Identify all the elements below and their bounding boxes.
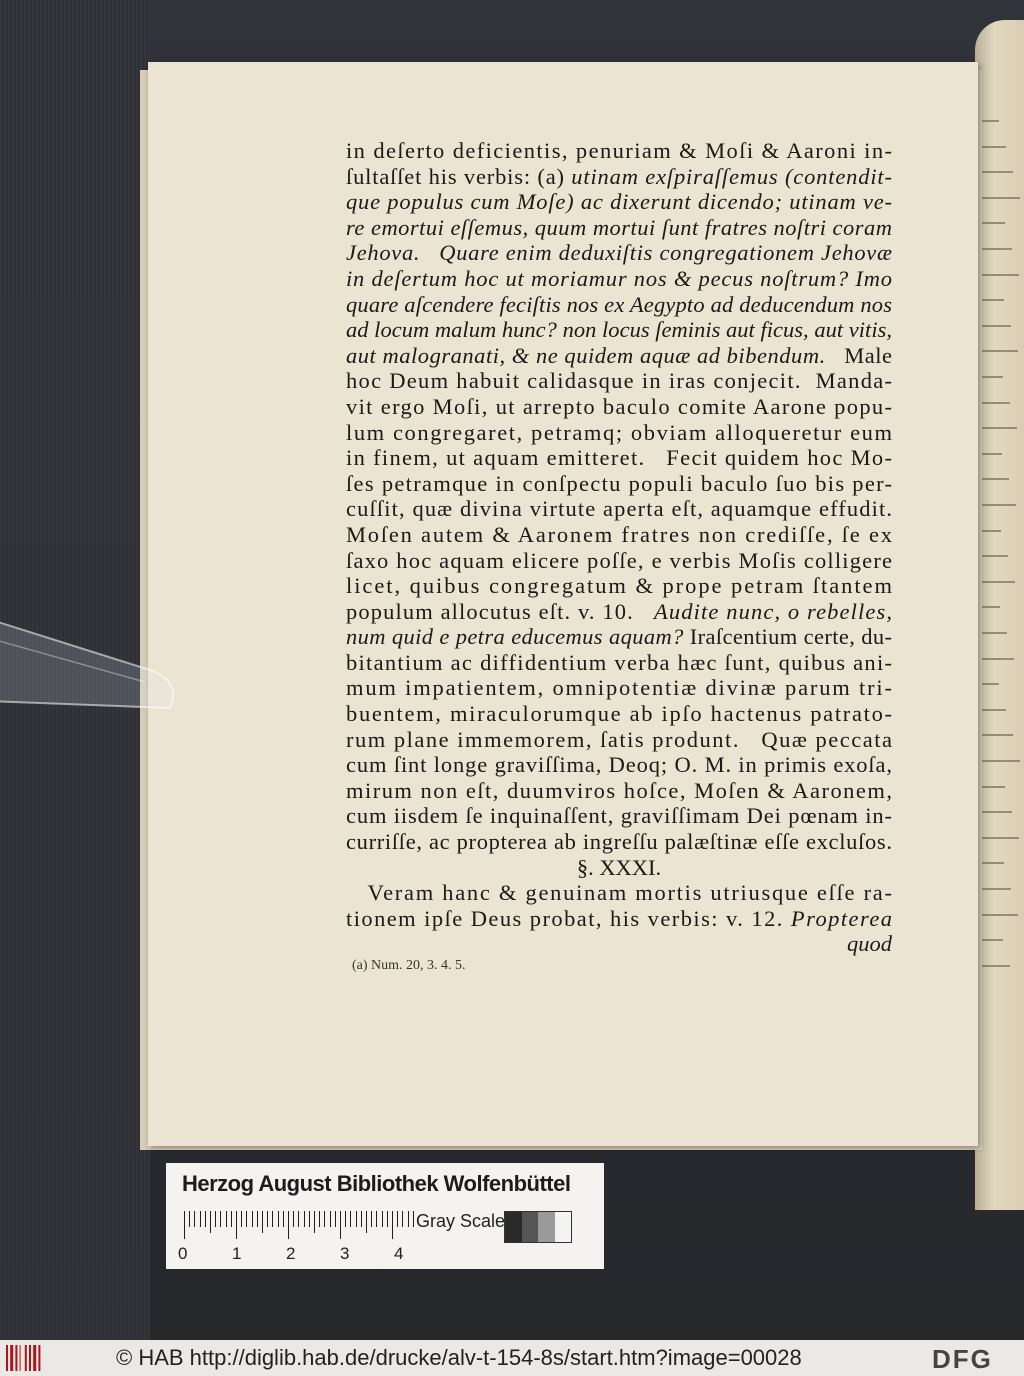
facing-page-ghost-line	[981, 734, 1013, 736]
text-segment: cuſſit, quæ divina virtute aperta eſt, aquamque effudit.	[346, 496, 894, 522]
ruler-tick	[314, 1211, 315, 1233]
text-line	[346, 548, 892, 574]
ruler-tick	[205, 1211, 206, 1227]
text-line	[346, 727, 892, 753]
text-segment: num quid e petra educemus aquam?	[346, 624, 684, 650]
barcode-bar	[25, 1345, 27, 1371]
text-line	[346, 368, 892, 394]
ruler-tick	[376, 1211, 377, 1227]
ruler-tick	[319, 1211, 320, 1227]
ruler-tick	[366, 1211, 367, 1233]
barcode-icon	[6, 1345, 48, 1371]
ruler-tick	[397, 1211, 398, 1227]
text-segment: licet, quibus congregatum & prope petram ſtantem	[346, 573, 894, 599]
text-line	[346, 675, 892, 701]
text-line	[346, 215, 892, 241]
ruler-tick	[220, 1211, 221, 1227]
ruler-tick	[298, 1211, 299, 1227]
text-line	[346, 624, 892, 650]
ruler-tick	[382, 1211, 383, 1227]
ruler-tick	[278, 1211, 279, 1227]
ruler-tick	[293, 1211, 294, 1227]
facing-page-ghost-line	[981, 581, 1015, 583]
ruler-number: 2	[286, 1244, 296, 1263]
ruler-tick	[324, 1211, 325, 1227]
text-line	[346, 752, 892, 778]
text-line	[346, 189, 892, 215]
text-segment: ſes petramque in conſpectu populi baculo ſuo bis per-	[346, 470, 894, 496]
color-calibration-card	[166, 1163, 604, 1269]
ruler-tick	[231, 1211, 232, 1227]
facing-page-ghost-line	[981, 888, 1011, 890]
text-segment: hoc Deum habuit calidasque in iras conjecit. Manda-	[346, 368, 894, 394]
text-segment: mirum non eſt, duumviros hoſce, Moſen & Aaronem,	[346, 777, 894, 803]
ruler-tick	[288, 1211, 289, 1239]
text-line	[346, 829, 892, 855]
facing-page-ghost-line	[981, 760, 1020, 762]
text-segment: Audite nunc, o rebelles,	[654, 598, 894, 624]
ruler-tick	[215, 1211, 216, 1227]
viewer-footer	[0, 1340, 1024, 1376]
ruler-number: 4	[394, 1244, 404, 1263]
facing-page-ghost-line	[981, 248, 1012, 250]
facing-page-ghost-line	[981, 683, 999, 685]
facing-page-ghost-line	[981, 222, 1005, 224]
text-line	[346, 420, 892, 446]
ruler-tick	[392, 1211, 393, 1239]
text-segment: buentem, miraculorumque ab ipſo hactenus patrato-	[346, 701, 894, 727]
ruler-tick	[402, 1211, 403, 1227]
text-line	[346, 778, 892, 804]
text-segment: ſultaſſet his verbis: (a)	[346, 163, 572, 189]
text-segment: curriſſe, ac propterea ab ingreſſu palæſtinæ eſſe excluſos.	[346, 829, 893, 855]
barcode-bar	[29, 1345, 31, 1371]
facing-page-ghost-line	[981, 325, 1011, 327]
facing-page-ghost-line	[981, 120, 999, 122]
ruler-tick	[356, 1211, 357, 1227]
barcode-bar	[20, 1345, 21, 1371]
facing-page-ghost-line	[981, 171, 1013, 173]
ruler-tick	[236, 1211, 237, 1239]
ruler-tick	[304, 1211, 305, 1227]
gray-swatch	[505, 1212, 522, 1242]
facing-page-ghost-line	[981, 939, 1003, 941]
ruler-tick	[189, 1211, 190, 1227]
gray-swatch	[555, 1212, 572, 1242]
text-line	[346, 855, 892, 881]
text-line	[346, 138, 892, 164]
ruler-tick	[345, 1211, 346, 1227]
text-segment: in deſerto deficientis, penuriam & Moſi & Aaroni in-	[346, 138, 894, 163]
gray-swatch	[522, 1212, 539, 1242]
text-segment: lum congregaret, petramq; obviam alloqueretur eum	[346, 419, 894, 445]
text-line	[346, 471, 892, 497]
ruler-tick	[184, 1211, 185, 1239]
facing-page-ghost-line	[981, 786, 1005, 788]
library-name: Herzog August Bibliothek Wolfenbüttel	[182, 1171, 571, 1196]
facing-page-ghost-line	[981, 504, 1016, 506]
ruler-tick	[361, 1211, 362, 1227]
ruler-tick	[272, 1211, 273, 1227]
text-line	[346, 343, 892, 369]
gray-scale-label: Gray Scale	[416, 1211, 506, 1231]
facing-page-ghost-line	[981, 146, 1006, 148]
facing-page-ghost-line	[981, 402, 1010, 404]
barcode-bar	[6, 1345, 8, 1371]
text-segment: Propterea	[790, 905, 894, 931]
ruler-numbers	[178, 1244, 418, 1266]
facing-page-ghost-line	[981, 274, 1019, 276]
text-segment: quod	[847, 931, 892, 957]
text-segment: bitantium ac diffidentium verba hæc ſunt, quibus ani-	[346, 649, 894, 675]
facing-page-ghost-line	[981, 632, 1007, 634]
text-segment: populum allocutus eſt. v. 10.	[346, 598, 655, 624]
footnote: (a) Num. 20, 3. 4. 5.	[352, 958, 466, 973]
text-segment: que populus cum Moſe) ac dixerunt dicendo; utinam ve-	[346, 189, 893, 215]
facing-page-ghost-line	[981, 478, 1009, 480]
facing-page-ghost-line	[981, 709, 1006, 711]
facing-page-ghost-line	[981, 965, 1010, 967]
text-segment: utinam exſpiraſſemus (contendit-	[571, 163, 893, 189]
ruler-tick	[387, 1211, 388, 1227]
text-line	[346, 573, 892, 599]
text-segment: ad locum malum hunc? non locus ſeminis aut ficus, aut vitis,	[346, 317, 893, 343]
text-line	[346, 317, 892, 343]
facing-page-ghost-line	[981, 453, 1002, 455]
text-segment: cum ſint longe graviſſima, Deoq; O. M. in primis exoſa,	[346, 752, 893, 778]
ruler-tick	[283, 1211, 284, 1227]
ruler-tick	[408, 1211, 409, 1227]
ruler-number: 3	[340, 1244, 350, 1263]
ruler-number: 0	[178, 1244, 188, 1263]
ruler-tick	[350, 1211, 351, 1227]
text-segment: quare aſcendere feciſtis nos ex Aegypto ad deducendum nos	[346, 291, 893, 317]
text-segment: tionem ipſe Deus probat, his verbis: v. 12.	[346, 905, 791, 931]
ruler-tick	[246, 1211, 247, 1227]
barcode-bar	[15, 1345, 17, 1371]
text-segment: §. XXXI.	[576, 854, 662, 880]
text-line	[346, 292, 892, 318]
text-line	[346, 522, 892, 548]
ruler-tick	[262, 1211, 263, 1233]
facing-page-ghost-line	[981, 427, 1017, 429]
facing-page-ghost-line	[981, 914, 1018, 916]
text-segment: aut malogranati, & ne quidem aquæ ad bibendum.	[346, 342, 826, 368]
facing-page-ghost-line	[981, 350, 1018, 352]
text-line	[346, 931, 892, 957]
facing-page-edge	[975, 20, 1024, 1210]
text-segment: in finem, ut aquam emitteret. Fecit quidem hoc Mo-	[346, 445, 894, 471]
measurement-ruler	[184, 1211, 408, 1239]
text-line	[346, 880, 892, 906]
ruler-tick	[330, 1211, 331, 1227]
text-line	[346, 906, 892, 932]
text-segment: in deſertum hoc ut moriamur nos & pecus noſtrum? Imo	[346, 265, 893, 291]
barcode-bar	[38, 1345, 40, 1371]
dfg-logo: DFG	[932, 1344, 993, 1374]
text-line	[346, 599, 892, 625]
facing-page-ghost-line	[981, 658, 1014, 660]
text-segment: Male	[825, 342, 893, 368]
ruler-tick	[241, 1211, 242, 1227]
copyright-link[interactable]: © HAB http://diglib.hab.de/drucke/alv-t-154-8s/start.htm?image=00028	[116, 1345, 802, 1370]
ruler-tick	[340, 1211, 341, 1239]
glass-slide-icon	[0, 590, 190, 710]
facing-page-ghost-line	[981, 555, 1008, 557]
text-segment: rum plane immemorem, ſatis produnt. Quæ peccata	[346, 726, 894, 752]
text-segment: Iraſcentium certe, du-	[683, 624, 893, 650]
gray-swatch	[538, 1212, 555, 1242]
barcode-bar	[10, 1345, 13, 1371]
ruler-tick	[252, 1211, 253, 1227]
text-line	[346, 164, 892, 190]
ruler-tick	[200, 1211, 201, 1227]
ruler-tick	[257, 1211, 258, 1227]
ruler-tick	[309, 1211, 310, 1227]
text-line	[346, 240, 892, 266]
text-segment: Veram hanc & genuinam mortis utriusque eſſe ra-	[346, 880, 894, 906]
text-line	[346, 701, 892, 727]
facing-page-ghost-line	[981, 606, 1000, 608]
text-line	[346, 266, 892, 292]
ruler-tick	[267, 1211, 268, 1227]
text-line	[346, 496, 892, 522]
text-line	[346, 803, 892, 829]
ruler-number: 1	[232, 1244, 242, 1263]
facing-page-ghost-line	[981, 811, 1012, 813]
text-segment: re emortui eſſemus, quum mortui ſunt fratres noſtri coram	[346, 214, 893, 240]
facing-page-ghost-line	[981, 197, 1020, 199]
ruler-tick	[210, 1211, 211, 1233]
text-line	[346, 650, 892, 676]
text-line	[346, 394, 892, 420]
facing-page-ghost-line	[981, 376, 1003, 378]
ruler-tick	[371, 1211, 372, 1227]
text-segment: vit ergo Moſi, ut arrepto baculo comite Aarone popu-	[346, 393, 894, 419]
facing-page-ghost-line	[981, 862, 1004, 864]
page-text	[346, 138, 892, 957]
facing-page-ghost-line	[981, 530, 1001, 532]
ruler-tick	[194, 1211, 195, 1227]
text-segment: Jehova. Quare enim deduxiſtis congregationem Jehovæ	[346, 240, 893, 266]
text-segment: ſaxo hoc aquam elicere poſſe, e verbis Moſis colligere	[346, 547, 894, 573]
text-line	[346, 445, 892, 471]
gray-scale-swatches	[504, 1211, 572, 1243]
facing-page-ghost-line	[981, 299, 1004, 301]
facing-page-ghost-line	[981, 837, 1019, 839]
text-segment: cum iisdem ſe inquinaſſent, graviſſimam Dei pœnam in-	[346, 803, 893, 829]
text-segment: mum impatientem, omnipotentiæ divinæ parum tri-	[346, 675, 894, 701]
ruler-tick	[413, 1211, 414, 1227]
ruler-tick	[226, 1211, 227, 1227]
text-segment: Moſen autem & Aaronem fratres non crediſſe, ſe ex	[346, 521, 894, 547]
ruler-tick	[335, 1211, 336, 1227]
barcode-bar	[33, 1345, 36, 1371]
